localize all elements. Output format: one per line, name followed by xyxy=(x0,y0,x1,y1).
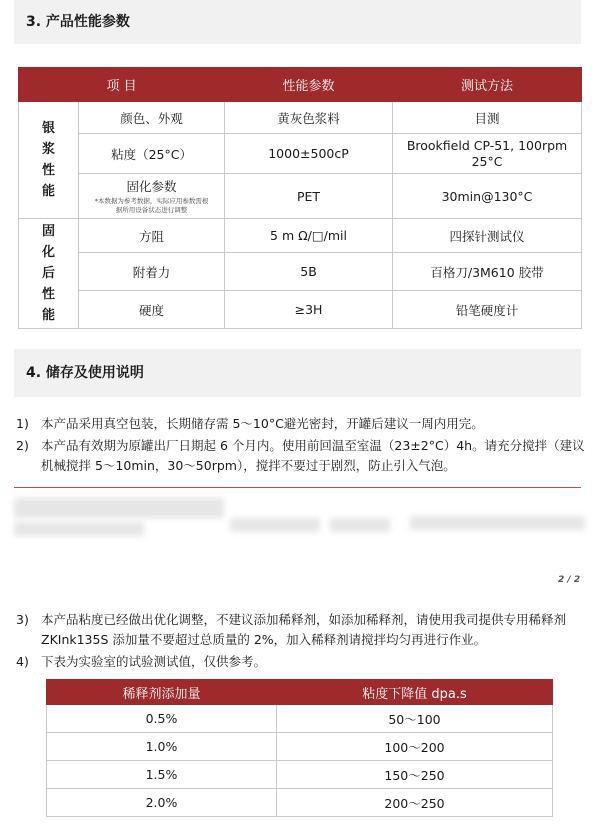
method-cell: 百格刀/3M610 胶带 xyxy=(393,253,582,291)
blurred-footer xyxy=(410,516,585,530)
usage-notes xyxy=(16,610,586,674)
method-cell: 30min@130°C xyxy=(393,174,582,219)
method-cell: 四探针测试仪 xyxy=(393,219,582,253)
list-item: 3) 本产品粘度已经做出优化调整，不建议添加稀释剂，如添加稀释剂，请使用我司提供专用稀释剂 ZKInk135S 添加量不要超过总质量的 2%，加入稀释剂请搅拌均匀再进行作业。 xyxy=(16,612,567,647)
item-cell: 颜色、外观 xyxy=(79,102,225,134)
item-cell: 硬度 xyxy=(79,291,225,329)
list-item: 4) 下表为实验室的试验测试值，仅供参考。 xyxy=(16,654,267,669)
amount-cell: 1.5% xyxy=(47,761,277,789)
value-cell: 5B xyxy=(225,253,393,291)
header-dilution-amount: 稀释剂添加量 xyxy=(47,680,277,705)
header-viscosity-drop: 粘度下降值 dpa.s xyxy=(277,680,553,705)
item-cell: 附着力 xyxy=(79,253,225,291)
drop-cell: 150～250 xyxy=(277,761,553,789)
page-divider xyxy=(14,487,581,488)
header-parameter: 性能参数 xyxy=(225,68,393,102)
performance-parameter-table xyxy=(18,67,582,329)
blurred-footer xyxy=(330,518,390,532)
amount-cell: 0.5% xyxy=(47,705,277,733)
dilution-table xyxy=(46,679,553,817)
value-cell: 黄灰色浆料 xyxy=(225,102,393,134)
table-row xyxy=(19,253,582,291)
table-row xyxy=(19,219,582,253)
value-cell: ≥3H xyxy=(225,291,393,329)
item-cell: 方阻 xyxy=(79,219,225,253)
method-cell: 目测 xyxy=(393,102,582,134)
method-cell: 铅笔硬度计 xyxy=(393,291,582,329)
header-item: 项 目 xyxy=(19,68,225,102)
table-row xyxy=(19,291,582,329)
value-cell: 1000±500cP xyxy=(225,134,393,174)
section-3-title: 3. 产品性能参数 xyxy=(26,14,130,30)
table-row xyxy=(19,102,582,134)
amount-cell: 1.0% xyxy=(47,733,277,761)
reference-note: *本数据为参考数据，实际应用参数需根 据所用设备状态进行调整 xyxy=(94,197,209,214)
table-row xyxy=(47,705,553,733)
value-cell: PET xyxy=(225,174,393,219)
list-item: 2) 本产品有效期为原罐出厂日期起 6 个月内。使用前回温至室温（23±2°C）4h。请充分搅拌（建议机械搅拌 5～10min，30～50rpm），搅拌不要过于剧烈，防止引入气泡。 xyxy=(16,438,585,473)
table-header-row xyxy=(47,680,553,705)
table-header-row xyxy=(19,68,582,102)
table-row xyxy=(47,733,553,761)
section-4-heading xyxy=(14,349,581,397)
blurred-footer xyxy=(230,518,320,532)
amount-cell: 2.0% xyxy=(47,789,277,817)
section-3-heading xyxy=(14,0,581,44)
list-item: 1) 本产品采用真空包装，长期储存需 5～10°C避光密封，开罐后建议一周内用完。 xyxy=(16,416,484,431)
drop-cell: 200～250 xyxy=(277,789,553,817)
group-label-cured: 固 化 后 性 能 xyxy=(19,219,79,329)
table-row xyxy=(47,789,553,817)
table-row xyxy=(19,134,582,174)
group-label-paste: 银 浆 性 能 xyxy=(19,102,79,219)
drop-cell: 100～200 xyxy=(277,733,553,761)
table-row xyxy=(47,761,553,789)
storage-notes xyxy=(16,414,586,478)
method-cell: Brookfield CP-51, 100rpm 25°C xyxy=(393,134,582,174)
header-test-method: 测试方法 xyxy=(393,68,582,102)
section-4-title: 4. 储存及使用说明 xyxy=(26,365,144,381)
item-cell: 固化参数 *本数据为参考数据，实际应用参数需根 据所用设备状态进行调整 xyxy=(79,174,225,219)
value-cell: 5 m Ω/□/mil xyxy=(225,219,393,253)
page-number: 2 / 2 xyxy=(558,575,581,585)
blurred-footer xyxy=(14,498,224,518)
blurred-footer xyxy=(14,522,144,536)
drop-cell: 50～100 xyxy=(277,705,553,733)
table-row xyxy=(19,174,582,219)
item-cell: 粘度（25°C） xyxy=(79,134,225,174)
